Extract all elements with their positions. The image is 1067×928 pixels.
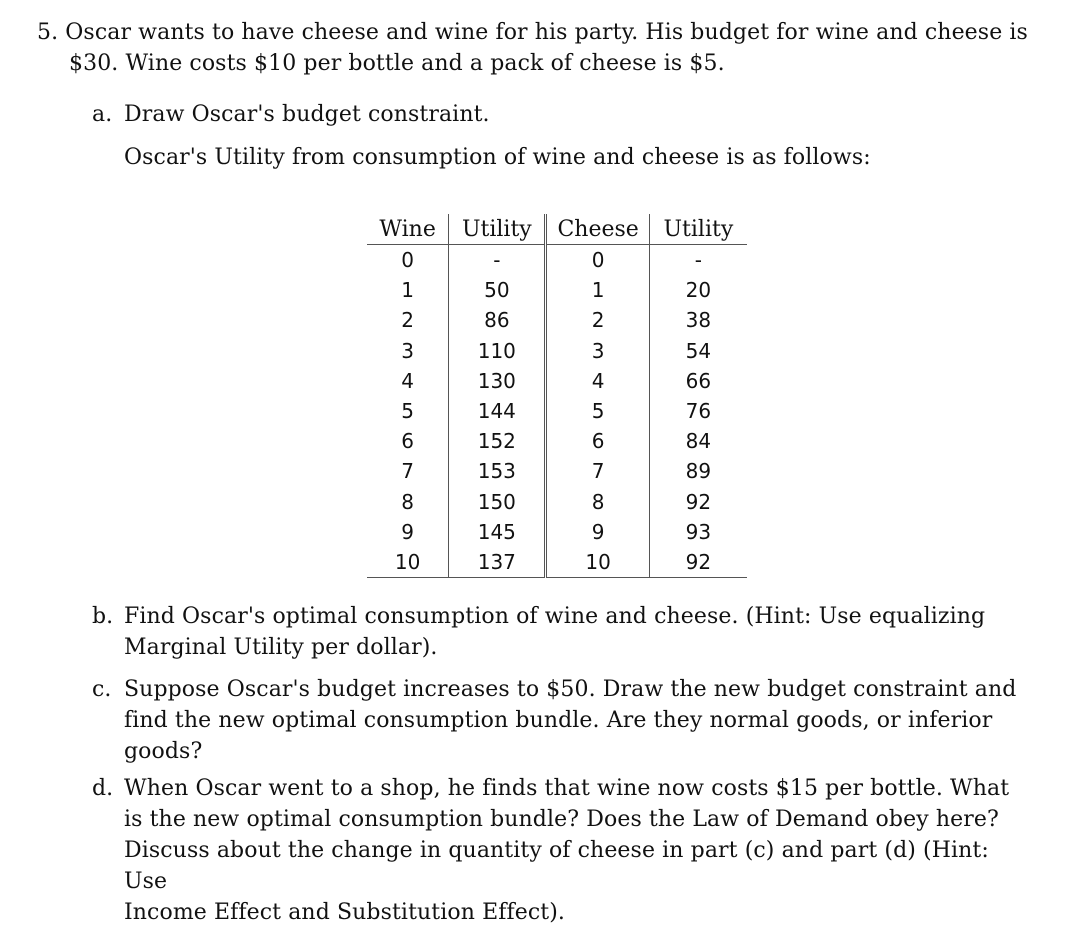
cheese-utility: - xyxy=(694,248,703,273)
part-c-line-1: Suppose Oscar's budget increases to $50. Draw the new budget constraint and xyxy=(124,677,1017,702)
part-a-text: Draw Oscar's budget constraint. xyxy=(124,102,490,127)
utility-table xyxy=(367,214,747,578)
question-text xyxy=(37,17,1037,79)
wine-qty: 8 xyxy=(367,487,449,517)
cheese-utility: 66 xyxy=(685,368,712,393)
cheese-qty: 8 xyxy=(546,487,649,517)
header-cheese-utility: Utility xyxy=(649,214,747,245)
table-header-row xyxy=(367,214,747,245)
wine-utility: 145 xyxy=(449,517,546,547)
utility-table-container xyxy=(367,214,747,578)
table-row xyxy=(367,547,747,578)
table-row xyxy=(367,396,747,426)
cheese-utility: 20 xyxy=(685,278,712,303)
cheese-utility: 93 xyxy=(685,519,712,544)
cheese-utility: 38 xyxy=(685,308,712,333)
table-row xyxy=(367,275,747,305)
wine-qty: 7 xyxy=(367,456,449,486)
wine-qty: 5 xyxy=(367,396,449,426)
header-cheese: Cheese xyxy=(546,214,649,245)
wine-utility: 137 xyxy=(449,547,546,578)
part-d-line-3: Discuss about the change in quantity of cheese in part (c) and part (d) (Hint: Use xyxy=(124,838,989,894)
part-d-label: d. xyxy=(92,776,114,801)
wine-utility: - xyxy=(449,245,546,276)
cheese-utility: 54 xyxy=(685,338,712,363)
wine-qty: 4 xyxy=(367,366,449,396)
wine-utility: 153 xyxy=(449,456,546,486)
cheese-qty: 5 xyxy=(546,396,649,426)
wine-qty: 3 xyxy=(367,336,449,366)
question-line-1: Oscar wants to have cheese and wine for his party. His budget for wine and cheese is xyxy=(65,20,1028,45)
header-wine: Wine xyxy=(367,214,449,245)
part-c-label: c. xyxy=(92,677,112,702)
wine-utility: 144 xyxy=(449,396,546,426)
wine-utility: 86 xyxy=(449,305,546,335)
table-row xyxy=(367,305,747,335)
cheese-utility: 92 xyxy=(649,547,747,578)
part-c xyxy=(92,674,1027,767)
table-row xyxy=(367,366,747,396)
part-b-line-2: Marginal Utility per dollar). xyxy=(124,635,438,660)
wine-utility: 130 xyxy=(449,366,546,396)
table-row xyxy=(367,336,747,366)
wine-qty: 0 xyxy=(367,245,449,276)
part-b-label: b. xyxy=(92,604,114,629)
wine-utility: 50 xyxy=(449,275,546,305)
question-line-2: $30. Wine costs $10 per bottle and a pack of cheese is $5. xyxy=(69,51,725,76)
cheese-qty: 10 xyxy=(546,547,649,578)
question-number: 5. xyxy=(37,20,59,45)
cheese-utility: 84 xyxy=(685,429,712,454)
wine-utility: 152 xyxy=(449,426,546,456)
wine-utility: 150 xyxy=(449,487,546,517)
part-c-line-3: goods? xyxy=(124,739,203,764)
cheese-qty: 6 xyxy=(546,426,649,456)
cheese-qty: 9 xyxy=(546,517,649,547)
part-d-line-1: When Oscar went to a shop, he finds that wine now costs $15 per bottle. What xyxy=(124,776,1010,801)
cheese-utility: 92 xyxy=(685,489,712,514)
header-wine-utility: Utility xyxy=(449,214,546,245)
cheese-qty: 0 xyxy=(546,245,649,276)
table-row xyxy=(367,245,747,276)
table-row xyxy=(367,487,747,517)
cheese-utility: 76 xyxy=(685,399,712,424)
cheese-qty: 2 xyxy=(546,305,649,335)
wine-utility: 110 xyxy=(449,336,546,366)
wine-qty: 1 xyxy=(367,275,449,305)
part-d-line-2: is the new optimal consumption bundle? Does the Law of Demand obey here? xyxy=(124,807,999,832)
part-c-line-2: find the new optimal consumption bundle. Are they normal goods, or inferior xyxy=(124,708,993,733)
wine-qty: 6 xyxy=(367,426,449,456)
cheese-qty: 7 xyxy=(546,456,649,486)
cheese-qty: 1 xyxy=(546,275,649,305)
table-row xyxy=(367,426,747,456)
utility-intro: Oscar's Utility from consumption of wine and cheese is as follows: xyxy=(124,145,871,170)
part-d xyxy=(92,773,1027,928)
part-d-line-4: Income Effect and Substitution Effect). xyxy=(124,900,565,925)
part-a xyxy=(92,99,1027,130)
part-b xyxy=(92,601,1027,663)
cheese-qty: 3 xyxy=(546,336,649,366)
wine-qty: 2 xyxy=(367,305,449,335)
table-row xyxy=(367,456,747,486)
wine-qty: 9 xyxy=(367,517,449,547)
cheese-utility: 89 xyxy=(685,459,712,484)
part-a-label: a. xyxy=(92,102,113,127)
wine-qty: 10 xyxy=(367,547,449,578)
cheese-qty: 4 xyxy=(546,366,649,396)
table-row xyxy=(367,517,747,547)
part-b-line-1: Find Oscar's optimal consumption of wine and cheese. (Hint: Use equalizing xyxy=(124,604,986,629)
